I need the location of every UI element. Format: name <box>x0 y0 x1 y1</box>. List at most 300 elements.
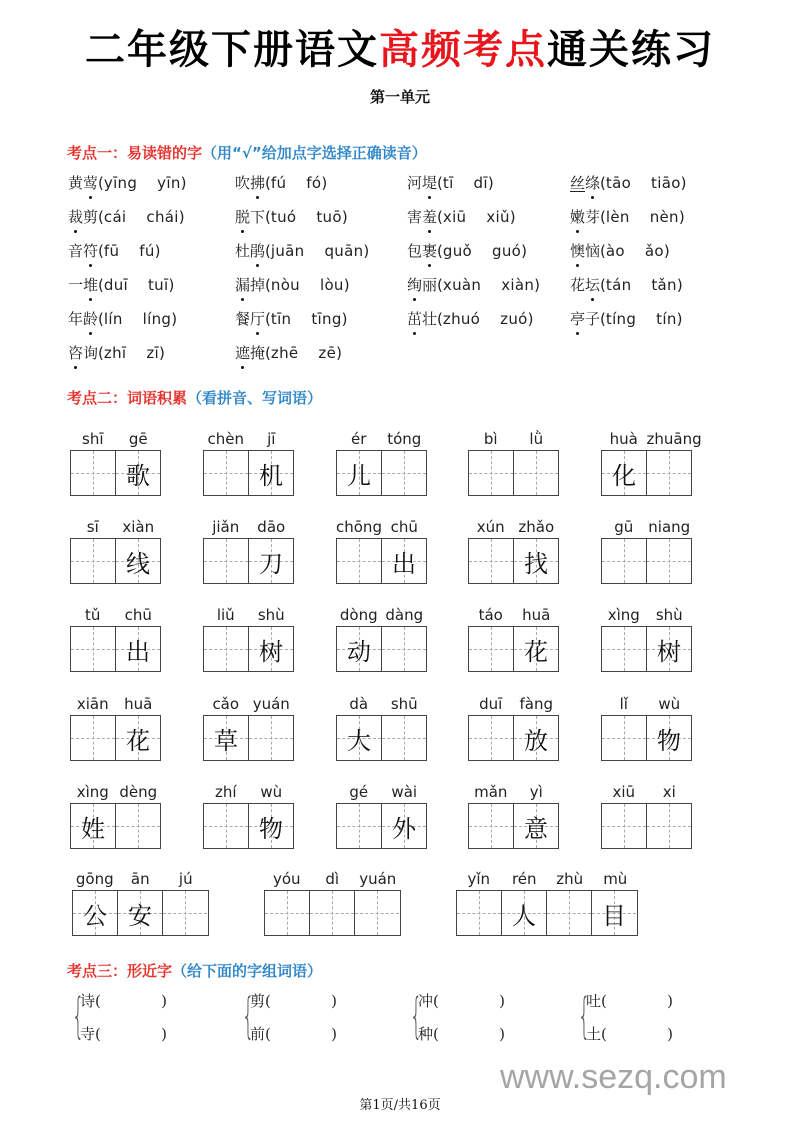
character: 吹 <box>235 174 251 192</box>
writing-cell[interactable] <box>513 804 558 848</box>
pinyin-row <box>601 783 692 803</box>
pinyin-word-box <box>601 430 702 496</box>
paren-open: ( <box>265 242 271 260</box>
pinyin-option-2[interactable]: líng <box>142 310 172 328</box>
blank-character <box>204 804 248 848</box>
blank-character <box>265 891 309 935</box>
dotted-character: 厅 <box>250 310 266 328</box>
tianzige-grid <box>336 538 427 584</box>
pronunciation-item[interactable] <box>570 172 687 193</box>
pinyin-option-1[interactable]: zhī <box>103 344 127 362</box>
pinyin-syllable: yì <box>529 783 543 801</box>
blank-character <box>469 539 513 583</box>
writing-cell[interactable] <box>204 716 248 760</box>
paren-close: ) <box>680 174 687 192</box>
writing-cell[interactable] <box>337 451 381 495</box>
blank-character <box>204 539 248 583</box>
given-character: 动 <box>347 637 371 666</box>
character: 种 <box>418 1025 434 1043</box>
blank-character <box>310 891 354 935</box>
writing-cell[interactable] <box>469 627 513 671</box>
tianzige-grid <box>203 803 294 849</box>
pinyin-option-2[interactable]: tuī <box>148 276 169 294</box>
pinyin-syllable: sī <box>86 518 99 536</box>
dotted-character: 遮 <box>235 344 251 362</box>
writing-cell[interactable] <box>265 891 309 935</box>
pinyin-option-2[interactable]: fó <box>306 174 322 192</box>
answer-blank[interactable] <box>265 992 337 1010</box>
writing-cell[interactable] <box>71 716 115 760</box>
pinyin-word-box <box>336 606 427 672</box>
pinyin-option-1[interactable]: lín <box>103 310 123 328</box>
pinyin-word-box <box>336 783 427 849</box>
answer-blank[interactable] <box>95 1025 167 1043</box>
pinyin-option-1[interactable]: xiū <box>442 208 467 226</box>
tianzige-grid <box>601 538 692 584</box>
pinyin-option-2[interactable]: tín <box>656 310 677 328</box>
writing-cell[interactable] <box>646 627 691 671</box>
word <box>68 174 98 192</box>
paren-open: ( <box>98 174 104 192</box>
writing-cell[interactable] <box>204 627 248 671</box>
pinyin-row <box>336 606 427 626</box>
character: 包 <box>407 242 423 260</box>
pronunciation-item[interactable] <box>235 308 348 329</box>
paren-close: ) <box>527 310 534 328</box>
dotted-character: 堆 <box>83 276 99 294</box>
tianzige-grid <box>203 538 294 584</box>
answer-blank[interactable] <box>433 992 505 1010</box>
word <box>235 276 265 294</box>
pronunciation-item[interactable] <box>570 206 685 227</box>
character: 前 <box>250 1025 266 1043</box>
pinyin-syllable: dàng <box>385 606 424 624</box>
given-character: 目 <box>602 901 626 930</box>
pinyin-option-1[interactable]: ào <box>605 242 625 260</box>
answer-blank[interactable] <box>265 1025 337 1043</box>
pinyin-syllable: huà <box>609 430 638 448</box>
pronunciation-item[interactable] <box>68 206 185 227</box>
tianzige-grid <box>203 626 294 672</box>
answer-blank[interactable] <box>601 1025 673 1043</box>
word <box>570 310 600 328</box>
word <box>68 208 98 226</box>
pinyin-word-box <box>70 695 161 761</box>
tianzige-grid <box>336 803 427 849</box>
writing-cell[interactable] <box>513 539 558 583</box>
pinyin-syllable: fàng <box>519 695 553 713</box>
pinyin-syllable: huā <box>522 606 551 624</box>
character: 吐 <box>586 992 602 1010</box>
character: 丽 <box>422 276 438 294</box>
given-character: 外 <box>392 814 416 843</box>
pinyin-word-box <box>72 870 209 936</box>
paren-close: ) <box>168 276 175 294</box>
pronunciation-item[interactable] <box>235 274 350 295</box>
exercise-row <box>68 206 768 240</box>
pinyin-syllable: wù <box>658 695 681 713</box>
char-word-line <box>586 1023 673 1056</box>
character: 河 <box>407 174 423 192</box>
section3-heading-main: 考点三：形近字 <box>67 962 173 980</box>
writing-cell[interactable] <box>204 539 248 583</box>
character: 杜 <box>235 242 251 260</box>
pronunciation-item[interactable] <box>407 172 494 193</box>
pinyin-row <box>264 870 401 890</box>
pinyin-syllable: jī <box>267 430 276 448</box>
pinyin-row <box>70 695 161 715</box>
paren-close: ) <box>667 1025 674 1043</box>
pinyin-row <box>456 870 638 890</box>
character: 掩 <box>250 344 266 362</box>
writing-cell[interactable] <box>513 627 558 671</box>
writing-cell[interactable] <box>115 539 160 583</box>
writing-cell[interactable] <box>248 627 293 671</box>
pinyin-syllable: bì <box>483 430 498 448</box>
writing-cell[interactable] <box>71 627 115 671</box>
char-word-line <box>80 990 167 1023</box>
pinyin-row <box>203 695 294 715</box>
pronunciation-item[interactable] <box>570 240 670 261</box>
pinyin-syllable: yuán <box>252 695 290 713</box>
pinyin-option-2[interactable]: tǎn <box>651 276 677 294</box>
pinyin-option-2[interactable]: guó <box>492 242 522 260</box>
pinyin-option-1[interactable]: juān <box>270 242 305 260</box>
writing-cell[interactable] <box>337 716 381 760</box>
unit-subtitle: 第一单元 <box>369 88 430 106</box>
pronunciation-item[interactable] <box>68 240 161 261</box>
writing-cell[interactable] <box>204 451 248 495</box>
exercise-row <box>68 342 768 376</box>
pinyin-option-1[interactable]: cái <box>103 208 127 226</box>
pinyin-syllable: huā <box>124 695 153 713</box>
given-character: 歌 <box>126 461 150 490</box>
writing-cell[interactable] <box>381 627 426 671</box>
writing-cell[interactable] <box>248 716 293 760</box>
character: 恼 <box>585 242 601 260</box>
writing-cell[interactable] <box>591 891 636 935</box>
writing-cell[interactable] <box>204 804 248 848</box>
pronunciation-item[interactable] <box>235 342 342 363</box>
pinyin-word-box <box>264 870 401 936</box>
word <box>68 310 98 328</box>
writing-cell[interactable] <box>513 716 558 760</box>
pinyin-syllable: chèn <box>207 430 244 448</box>
pinyin-word-box <box>601 695 692 761</box>
pinyin-syllable: cǎo <box>212 695 240 713</box>
pinyin-option-2[interactable]: xiàn <box>501 276 535 294</box>
character: 剪 <box>250 992 266 1010</box>
writing-cell[interactable] <box>71 451 115 495</box>
pronunciation-item[interactable] <box>235 172 327 193</box>
given-character: 姓 <box>81 814 105 843</box>
writing-cell[interactable] <box>469 539 513 583</box>
dotted-character: 拂 <box>250 174 266 192</box>
pinyin-option-1[interactable]: zhē <box>270 344 299 362</box>
word <box>235 310 265 328</box>
pinyin-option-2[interactable]: tuō <box>316 208 342 226</box>
pinyin-syllable: mǎn <box>474 783 508 801</box>
pronunciation-item[interactable] <box>407 240 527 261</box>
writing-cell[interactable] <box>602 539 646 583</box>
pinyin-syllable: shū <box>390 695 418 713</box>
brace-icon: { <box>410 988 423 1044</box>
word <box>570 174 600 192</box>
exercise-row <box>68 172 768 206</box>
pinyin-option-1[interactable]: zhuó <box>442 310 481 328</box>
pinyin-option-1[interactable]: tī <box>442 174 454 192</box>
section2-heading-main: 考点二：词语积累 <box>67 389 188 407</box>
pinyin-option-2[interactable]: yīn <box>157 174 181 192</box>
pinyin-option-2[interactable]: zī <box>146 344 159 362</box>
pinyin-option-1[interactable]: tíng <box>605 310 637 328</box>
paren-close: ) <box>331 1025 338 1043</box>
tianzige-grid <box>336 715 427 761</box>
pinyin-option-2[interactable]: dī <box>473 174 488 192</box>
brace-icon: { <box>72 988 85 1044</box>
writing-cell[interactable] <box>646 716 691 760</box>
character: 音 <box>68 242 84 260</box>
character: 掉 <box>250 276 266 294</box>
writing-cell[interactable] <box>602 627 646 671</box>
pinyin-syllable: gē <box>128 430 148 448</box>
pinyin-option-2[interactable]: zē <box>318 344 337 362</box>
writing-cell[interactable] <box>381 451 426 495</box>
char-word-line <box>586 990 673 1023</box>
pinyin-option-1[interactable]: tāo <box>605 174 632 192</box>
pinyin-syllable: mù <box>603 870 628 888</box>
section1-heading-instruction: （用“√”给加点字选择正确读音） <box>202 144 427 162</box>
paren-open: ( <box>98 310 104 328</box>
tianzige-grid <box>601 715 692 761</box>
pronunciation-item[interactable] <box>68 342 165 363</box>
answer-blank[interactable] <box>433 1025 505 1043</box>
writing-cell[interactable] <box>469 804 513 848</box>
pinyin-word-box <box>468 695 559 761</box>
pronunciation-item[interactable] <box>407 274 540 295</box>
writing-cell[interactable] <box>646 804 691 848</box>
pinyin-syllable: dāo <box>257 518 286 536</box>
pinyin-option-1[interactable]: duī <box>103 276 128 294</box>
dotted-character: 茁 <box>407 310 423 328</box>
blank-character <box>514 451 558 495</box>
pinyin-option-2[interactable]: tiāo <box>651 174 681 192</box>
pronunciation-item[interactable] <box>68 308 177 329</box>
pinyin-option-1[interactable]: lèn <box>605 208 630 226</box>
word <box>570 208 600 226</box>
character: 子 <box>585 310 601 328</box>
paren-open: ( <box>437 208 443 226</box>
pinyin-option-2[interactable]: fú <box>139 242 155 260</box>
character: 餐 <box>235 310 251 328</box>
pronunciation-item[interactable] <box>68 274 174 295</box>
writing-cell[interactable] <box>602 451 646 495</box>
given-character: 出 <box>126 637 150 666</box>
word <box>407 276 437 294</box>
writing-cell[interactable] <box>117 891 162 935</box>
pinyin-word-box <box>203 695 294 761</box>
pinyin-syllable: yǐn <box>467 870 491 888</box>
writing-cell[interactable] <box>381 804 426 848</box>
pinyin-option-1[interactable]: nòu <box>270 276 300 294</box>
given-character: 树 <box>259 637 283 666</box>
pinyin-syllable: wài <box>391 783 418 801</box>
pinyin-word-box <box>601 783 692 849</box>
pinyin-row <box>468 430 559 450</box>
blank-character <box>204 451 248 495</box>
writing-cell[interactable] <box>337 804 381 848</box>
writing-cell[interactable] <box>73 891 117 935</box>
writing-cell[interactable] <box>248 804 293 848</box>
blank-character <box>382 627 426 671</box>
character: 花 <box>570 276 586 294</box>
blank-character <box>249 716 293 760</box>
writing-cell[interactable] <box>602 716 646 760</box>
tianzige-grid <box>264 890 401 936</box>
pinyin-row <box>336 518 427 538</box>
pinyin-option-1[interactable]: tīn <box>270 310 292 328</box>
paren-close: ) <box>667 992 674 1010</box>
pinyin-option-1[interactable]: fú <box>270 174 287 192</box>
tianzige-grid <box>456 890 638 936</box>
pinyin-word-box <box>601 606 692 672</box>
pinyin-option-2[interactable]: tīng <box>311 310 342 328</box>
pinyin-row <box>70 430 161 450</box>
pinyin-option-1[interactable]: yīng <box>103 174 138 192</box>
blank-character <box>469 716 513 760</box>
writing-cell[interactable] <box>381 716 426 760</box>
paren-open: ( <box>265 344 271 362</box>
given-character: 出 <box>392 549 416 578</box>
pinyin-word-box <box>70 783 161 849</box>
paren-close: ) <box>171 310 178 328</box>
writing-cell[interactable] <box>115 804 160 848</box>
section1-heading <box>67 142 427 163</box>
pronunciation-item[interactable] <box>407 308 533 329</box>
blank-character <box>602 804 646 848</box>
answer-blank[interactable] <box>95 992 167 1010</box>
pinyin-row <box>203 783 294 803</box>
pinyin-syllable: shī <box>82 430 104 448</box>
writing-cell[interactable] <box>248 451 293 495</box>
pronunciation-item[interactable] <box>235 240 369 261</box>
pinyin-word-box <box>336 695 427 761</box>
pinyin-row <box>468 783 559 803</box>
writing-cell[interactable] <box>602 804 646 848</box>
paren-open: ( <box>265 174 271 192</box>
blank-character <box>71 539 115 583</box>
paren-open: ( <box>601 1025 607 1043</box>
pinyin-word-box <box>203 606 294 672</box>
writing-cell[interactable] <box>646 451 691 495</box>
pinyin-syllable: gū <box>614 518 634 536</box>
writing-cell[interactable] <box>646 539 691 583</box>
dotted-character: 鹃 <box>250 242 266 260</box>
word <box>407 174 437 192</box>
pinyin-option-2[interactable]: lòu <box>319 276 344 294</box>
writing-cell[interactable] <box>469 716 513 760</box>
pinyin-option-2[interactable]: xiǔ <box>486 208 510 226</box>
section3-heading <box>67 960 322 981</box>
paren-open: ( <box>265 310 271 328</box>
paren-close: ) <box>180 174 187 192</box>
writing-cell[interactable] <box>337 539 381 583</box>
pinyin-option-1[interactable]: fū <box>103 242 120 260</box>
dotted-character: 漏 <box>235 276 251 294</box>
pinyin-option-2[interactable]: zuó <box>500 310 528 328</box>
pronunciation-item[interactable] <box>407 206 516 227</box>
pronunciation-item[interactable] <box>235 206 348 227</box>
writing-cell[interactable] <box>469 451 513 495</box>
writing-cell[interactable] <box>337 627 381 671</box>
writing-cell[interactable] <box>309 891 354 935</box>
pinyin-option-1[interactable]: xuàn <box>442 276 482 294</box>
paren-open: ( <box>95 992 101 1010</box>
answer-blank[interactable] <box>601 992 673 1010</box>
paren-open: ( <box>95 1025 101 1043</box>
pronunciation-item[interactable] <box>570 274 683 295</box>
writing-cell[interactable] <box>71 539 115 583</box>
writing-cell[interactable] <box>162 891 207 935</box>
writing-cell[interactable] <box>248 539 293 583</box>
pinyin-option-1[interactable]: tán <box>605 276 632 294</box>
pinyin-option-1[interactable]: tuó <box>270 208 297 226</box>
pinyin-option-2[interactable]: ǎo <box>644 242 664 260</box>
pinyin-option-1[interactable]: guǒ <box>442 242 472 260</box>
given-character: 找 <box>524 549 548 578</box>
writing-cell[interactable] <box>354 891 399 935</box>
pinyin-syllable: ān <box>130 870 150 888</box>
writing-cell[interactable] <box>546 891 591 935</box>
tianzige-grid <box>468 626 559 672</box>
pinyin-syllable: xìng <box>607 606 640 624</box>
writing-cell[interactable] <box>513 451 558 495</box>
tianzige-grid <box>70 803 161 849</box>
pronunciation-item[interactable] <box>68 172 186 193</box>
tianzige-grid <box>336 450 427 496</box>
pinyin-row <box>70 783 161 803</box>
character: 剪 <box>83 208 99 226</box>
blank-character <box>355 891 399 935</box>
pronunciation-item[interactable] <box>570 308 683 329</box>
writing-cell[interactable] <box>115 451 160 495</box>
pinyin-word-box <box>456 870 638 936</box>
blank-character <box>163 891 207 935</box>
pinyin-word-box <box>336 430 427 496</box>
writing-cell[interactable] <box>501 891 546 935</box>
paren-close: ) <box>363 242 370 260</box>
pinyin-option-2[interactable]: nèn <box>649 208 679 226</box>
given-character: 物 <box>259 814 283 843</box>
blank-character <box>469 627 513 671</box>
writing-cell[interactable] <box>381 539 426 583</box>
paren-close: ) <box>676 276 683 294</box>
writing-cell[interactable] <box>115 627 160 671</box>
blank-character <box>647 539 691 583</box>
character: 黄 <box>68 174 84 192</box>
pinyin-option-2[interactable]: quān <box>324 242 364 260</box>
paren-open: ( <box>437 310 443 328</box>
writing-cell[interactable] <box>115 716 160 760</box>
tianzige-grid <box>468 538 559 584</box>
paren-close: ) <box>534 276 540 294</box>
given-character: 物 <box>657 726 681 755</box>
writing-cell[interactable] <box>71 804 115 848</box>
pinyin-option-2[interactable]: chái <box>146 208 179 226</box>
paren-open: ( <box>600 174 606 192</box>
title-part1: 二年级下册语文 <box>85 26 379 73</box>
writing-cell[interactable] <box>457 891 501 935</box>
